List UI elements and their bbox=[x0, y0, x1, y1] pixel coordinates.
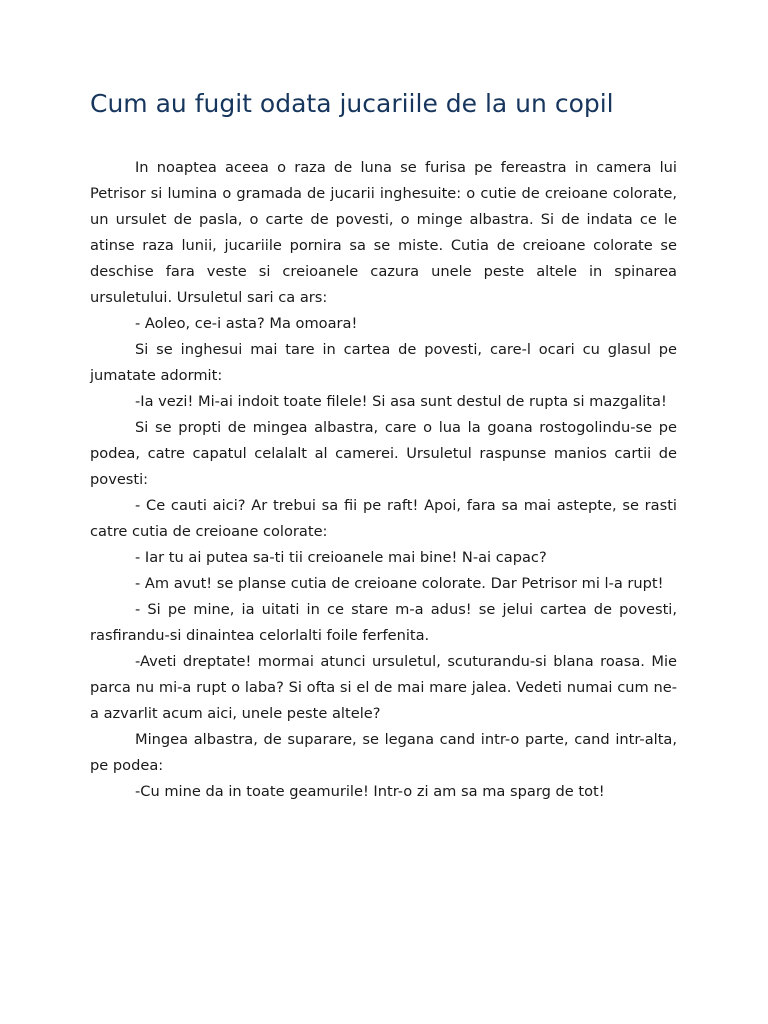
paragraph: - Am avut! se planse cutia de creioane colorate. Dar Petrisor mi l-a rupt! bbox=[135, 575, 664, 592]
paragraph: Mingea albastra, de suparare, se legana cand intr-o parte, cand intr-alta, pe podea: bbox=[90, 731, 677, 774]
paragraph: -Aveti dreptate! mormai atunci ursuletul, scuturandu-si blana roasa. Mie parca nu mi-a rupt o laba? Si ofta si el de mai mare jalea. Vedeti numai cum ne-a azvarlit acum aici, unele peste altele? bbox=[90, 653, 677, 722]
paragraph: - Aoleo, ce-i asta? Ma omoara! bbox=[135, 315, 358, 332]
paragraph: -Cu mine da in toate geamurile! Intr-o zi am sa ma sparg de tot! bbox=[135, 783, 605, 800]
document-body bbox=[90, 155, 677, 805]
paragraph: -Ia vezi! Mi-ai indoit toate filele! Si asa sunt destul de rupta si mazgalita! bbox=[135, 393, 667, 410]
paragraph: - Si pe mine, ia uitati in ce stare m-a adus! se jelui cartea de povesti, rasfirandu-si dinaintea celorlalti foile ferfenita. bbox=[90, 601, 677, 644]
paragraph: In noaptea aceea o raza de luna se furisa pe fereastra in camera lui Petrisor si lumina o gramada de jucarii inghesuite: o cutie de creioane colorate, un ursulet de pasla, o carte de povesti, o minge albastra. Si de indata ce le atinse raza lunii, jucariile pornira sa se miste. Cutia de creioane colorate se deschise fara veste si creioanele cazura unele peste altele in spinarea ursuletului. Ursuletul sari ca ars: bbox=[90, 159, 677, 306]
paragraph: Si se propti de mingea albastra, care o lua la goana rostogolindu-se pe podea, catre capatul celalalt al camerei. Ursuletul raspunse manios cartii de povesti: bbox=[90, 419, 677, 488]
paragraph: Si se inghesui mai tare in cartea de povesti, care-l ocari cu glasul pe jumatate adormit: bbox=[90, 341, 677, 384]
paragraph: - Ce cauti aici? Ar trebui sa fii pe raft! Apoi, fara sa mai astepte, se rasti catre cutia de creioane colorate: bbox=[90, 497, 677, 540]
paragraph: - Iar tu ai putea sa-ti tii creioanele mai bine! N-ai capac? bbox=[135, 549, 547, 566]
document-title: Cum au fugit odata jucariile de la un copil bbox=[90, 89, 614, 118]
